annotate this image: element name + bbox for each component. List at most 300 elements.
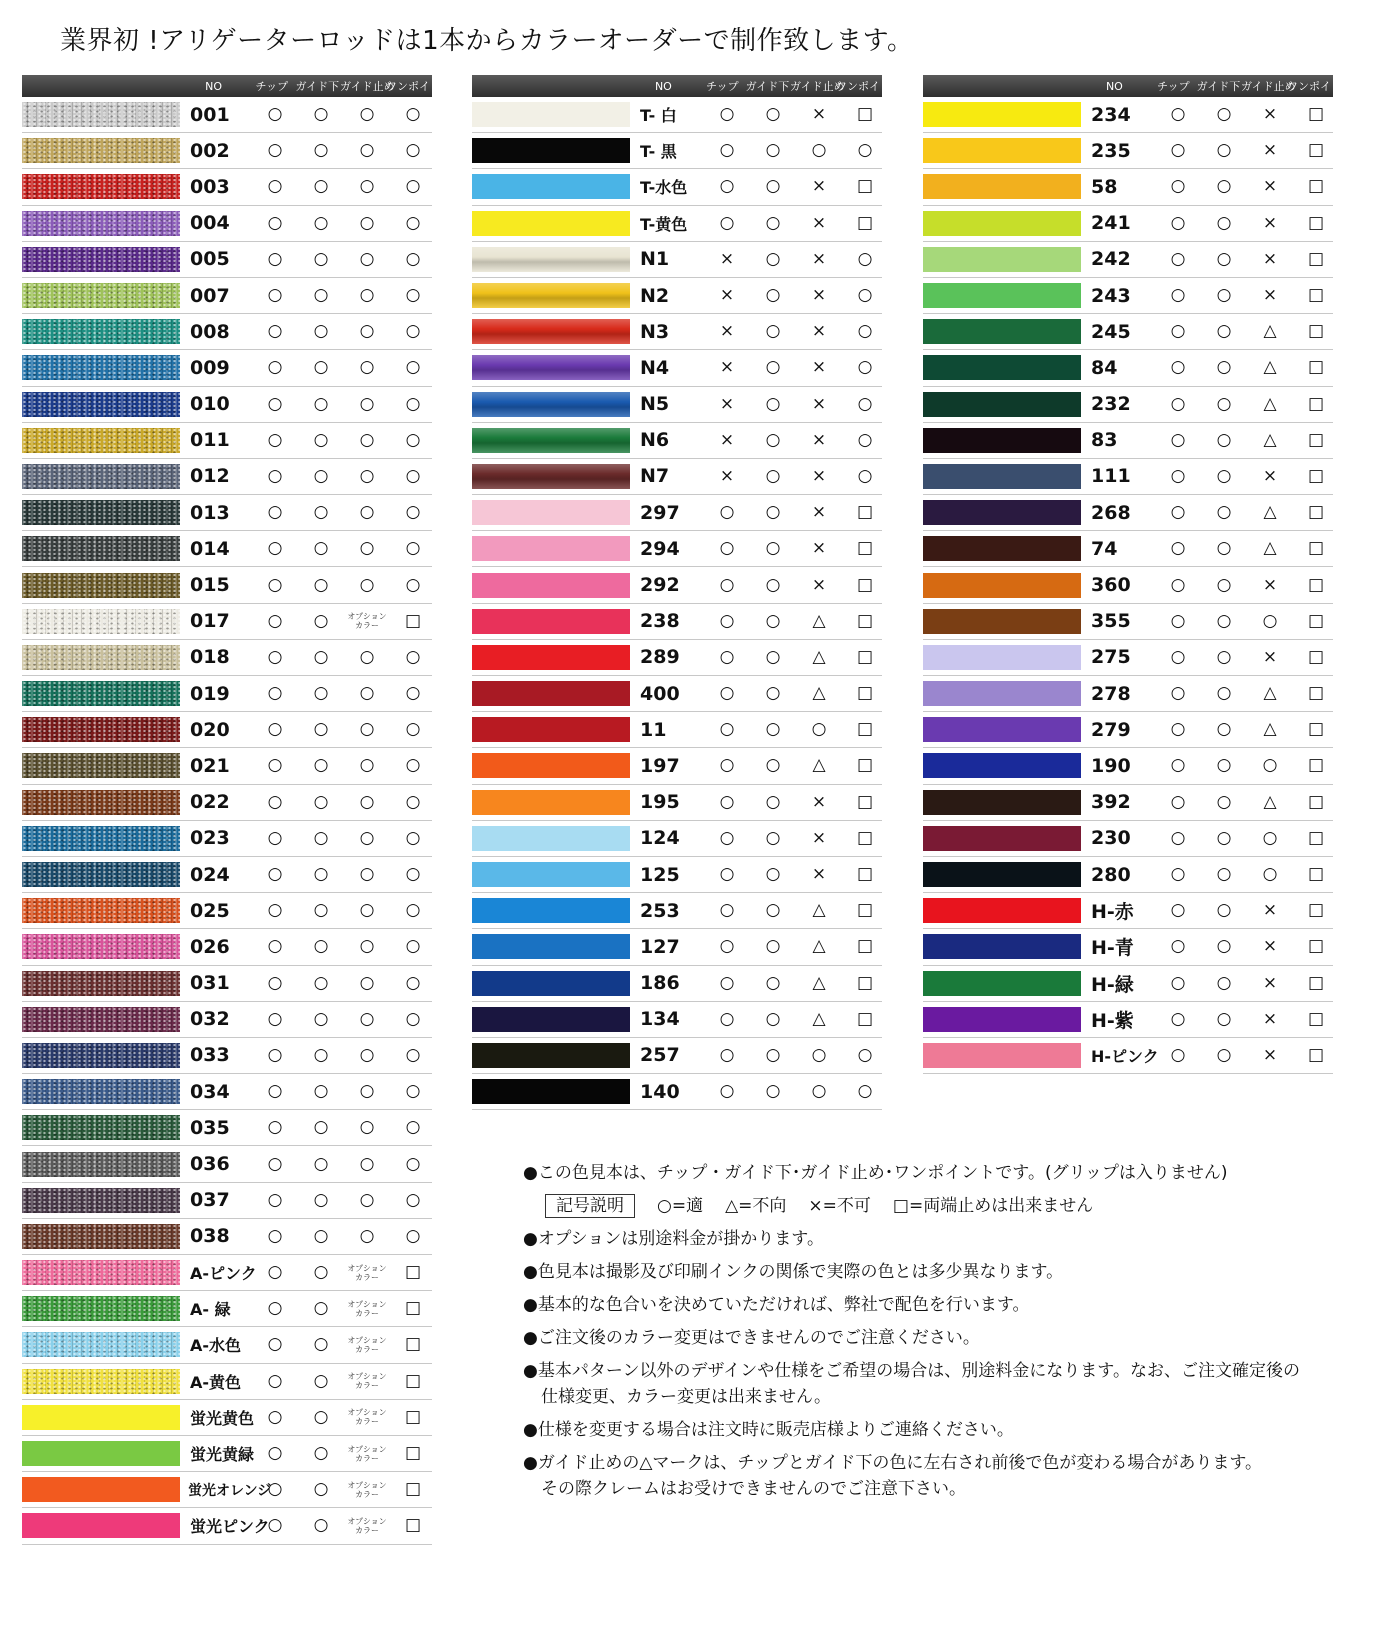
one-point-mark: □ bbox=[404, 610, 422, 631]
guide-stop-mark: △ bbox=[812, 936, 826, 957]
guide-stop-mark: × bbox=[1262, 285, 1278, 306]
guide-under-mark: ○ bbox=[313, 1334, 329, 1355]
color-row bbox=[472, 531, 882, 567]
color-number: 275 bbox=[1091, 646, 1131, 669]
color-row bbox=[472, 748, 882, 784]
color-row bbox=[22, 1219, 432, 1255]
guide-stop-mark bbox=[344, 1517, 390, 1535]
color-number: 279 bbox=[1091, 718, 1131, 741]
guide-stop-mark: ○ bbox=[359, 1044, 375, 1065]
guide-under-mark: ○ bbox=[1216, 610, 1232, 631]
color-column-2 bbox=[472, 75, 902, 1110]
color-swatch bbox=[923, 283, 1081, 308]
color-number: 020 bbox=[190, 718, 230, 741]
tip-mark: ○ bbox=[267, 610, 283, 631]
color-swatch bbox=[923, 1043, 1081, 1068]
color-number: N4 bbox=[640, 356, 670, 379]
guide-stop-mark: × bbox=[811, 827, 827, 848]
color-number: 025 bbox=[190, 899, 230, 922]
legend-item-no-both-ends: □=両端止めは出来ません bbox=[892, 1196, 1094, 1216]
tip-mark: ○ bbox=[1170, 176, 1186, 197]
color-swatch bbox=[923, 790, 1081, 815]
tip-mark: ○ bbox=[267, 755, 283, 776]
color-swatch bbox=[923, 934, 1081, 959]
guide-stop-mark: × bbox=[811, 502, 827, 523]
tip-mark: ○ bbox=[719, 755, 735, 776]
color-swatch bbox=[923, 826, 1081, 851]
color-swatch bbox=[22, 609, 180, 634]
color-number: 289 bbox=[640, 646, 680, 669]
color-number: 230 bbox=[1091, 827, 1131, 850]
guide-under-mark: ○ bbox=[765, 610, 781, 631]
one-point-mark: ○ bbox=[405, 864, 421, 885]
one-point-mark: ○ bbox=[857, 393, 873, 414]
color-number: 190 bbox=[1091, 754, 1131, 777]
guide-under-mark: ○ bbox=[765, 791, 781, 812]
guide-under-mark: ○ bbox=[765, 1044, 781, 1065]
tip-mark: ○ bbox=[267, 1334, 283, 1355]
color-swatch bbox=[923, 138, 1081, 163]
one-point-mark: □ bbox=[404, 1406, 422, 1427]
color-number: 蛍光黄色 bbox=[190, 1408, 255, 1428]
tip-mark: ○ bbox=[267, 1117, 283, 1138]
color-row bbox=[923, 604, 1333, 640]
color-number: N7 bbox=[640, 465, 670, 488]
color-swatch bbox=[472, 573, 630, 598]
color-row bbox=[923, 495, 1333, 531]
guide-under-mark: ○ bbox=[1216, 936, 1232, 957]
color-swatch bbox=[22, 1115, 180, 1140]
guide-under-mark: ○ bbox=[313, 429, 329, 450]
color-number: 005 bbox=[190, 248, 230, 271]
guide-under-mark: ○ bbox=[1216, 321, 1232, 342]
tip-mark: ○ bbox=[1170, 212, 1186, 233]
tip-mark: ○ bbox=[1170, 719, 1186, 740]
color-row bbox=[923, 966, 1333, 1002]
guide-stop-mark: ○ bbox=[359, 972, 375, 993]
guide-stop-mark: × bbox=[811, 285, 827, 306]
color-row bbox=[472, 676, 882, 712]
guide-under-mark: ○ bbox=[313, 1117, 329, 1138]
color-row bbox=[472, 1038, 882, 1074]
color-number: T- 黒 bbox=[640, 142, 677, 162]
color-row bbox=[472, 929, 882, 965]
one-point-mark: ○ bbox=[405, 1044, 421, 1065]
guide-under-mark: ○ bbox=[313, 140, 329, 161]
color-row bbox=[472, 423, 882, 459]
color-swatch bbox=[22, 1260, 180, 1285]
color-number: 021 bbox=[190, 754, 230, 777]
one-point-mark: □ bbox=[404, 1334, 422, 1355]
one-point-mark: ○ bbox=[405, 321, 421, 342]
one-point-mark: □ bbox=[404, 1370, 422, 1391]
one-point-mark: □ bbox=[1307, 719, 1325, 740]
tip-mark: ○ bbox=[267, 429, 283, 450]
tip-mark: ○ bbox=[719, 176, 735, 197]
tip-mark: ○ bbox=[267, 1081, 283, 1102]
tip-mark: ○ bbox=[1170, 357, 1186, 378]
tip-mark: ○ bbox=[1170, 248, 1186, 269]
one-point-mark: □ bbox=[1307, 827, 1325, 848]
color-swatch bbox=[472, 283, 630, 308]
tip-mark: × bbox=[719, 248, 735, 269]
tip-mark: ○ bbox=[1170, 104, 1186, 125]
tip-mark: ○ bbox=[267, 538, 283, 559]
color-row bbox=[472, 821, 882, 857]
one-point-mark: ○ bbox=[405, 683, 421, 704]
guide-stop-mark bbox=[344, 1300, 390, 1318]
guide-stop-mark: × bbox=[811, 538, 827, 559]
color-number: 186 bbox=[640, 972, 680, 995]
guide-under-mark: ○ bbox=[765, 465, 781, 486]
color-row bbox=[472, 350, 882, 386]
color-swatch bbox=[923, 862, 1081, 887]
color-row bbox=[472, 966, 882, 1002]
guide-under-mark: ○ bbox=[1216, 1044, 1232, 1065]
color-swatch bbox=[22, 138, 180, 163]
header-guide-stop: ガイド止め bbox=[789, 80, 845, 93]
color-row bbox=[22, 966, 432, 1002]
option-color-label: カラー bbox=[355, 1489, 379, 1499]
header-tip: チップ bbox=[1156, 80, 1190, 93]
color-number: 蛍光オレンジ bbox=[188, 1482, 272, 1499]
one-point-mark: ○ bbox=[405, 936, 421, 957]
guide-stop-mark: △ bbox=[812, 900, 826, 921]
option-color-label: カラー bbox=[355, 621, 379, 631]
color-number: 292 bbox=[640, 574, 680, 597]
one-point-mark: □ bbox=[1307, 502, 1325, 523]
guide-under-mark: ○ bbox=[1216, 285, 1232, 306]
one-point-mark: □ bbox=[1307, 393, 1325, 414]
guide-stop-mark: ○ bbox=[359, 357, 375, 378]
color-row bbox=[22, 242, 432, 278]
one-point-mark: □ bbox=[1307, 683, 1325, 704]
one-point-mark: □ bbox=[856, 104, 874, 125]
color-swatch bbox=[923, 102, 1081, 127]
tip-mark: ○ bbox=[267, 465, 283, 486]
color-row bbox=[22, 1327, 432, 1363]
guide-stop-mark: × bbox=[1262, 936, 1278, 957]
color-swatch bbox=[22, 247, 180, 272]
guide-stop-mark: △ bbox=[1263, 429, 1277, 450]
color-number: 125 bbox=[640, 863, 680, 886]
one-point-mark: ○ bbox=[405, 176, 421, 197]
tip-mark: ○ bbox=[1170, 610, 1186, 631]
color-row bbox=[923, 857, 1333, 893]
tip-mark: ○ bbox=[267, 1515, 283, 1536]
option-label: オプション bbox=[347, 612, 387, 622]
one-point-mark: ○ bbox=[405, 1189, 421, 1210]
guide-stop-mark: × bbox=[1262, 248, 1278, 269]
guide-stop-mark: △ bbox=[812, 646, 826, 667]
one-point-mark: ○ bbox=[405, 357, 421, 378]
color-row bbox=[472, 278, 882, 314]
option-color-label: カラー bbox=[355, 1344, 379, 1354]
tip-mark: ○ bbox=[267, 972, 283, 993]
color-row bbox=[472, 640, 882, 676]
color-number: 11 bbox=[640, 718, 667, 741]
color-row bbox=[22, 1255, 432, 1291]
tip-mark: ○ bbox=[1170, 285, 1186, 306]
tip-mark: ○ bbox=[719, 574, 735, 595]
one-point-mark: □ bbox=[1307, 429, 1325, 450]
guide-under-mark: ○ bbox=[313, 465, 329, 486]
note-triangle-mark-line1: ●ガイド止めの△マークは、チップとガイド下の色に左右され前後で色が変わる場合があります。 bbox=[523, 1453, 1263, 1473]
header-tip: チップ bbox=[705, 80, 739, 93]
header-guide-under: ガイド下 bbox=[295, 80, 340, 93]
one-point-mark: □ bbox=[1307, 465, 1325, 486]
color-swatch bbox=[22, 1079, 180, 1104]
note-triangle-mark-line2: その際クレームはお受けできませんのでご注意下さい。 bbox=[541, 1479, 966, 1499]
tip-mark: ○ bbox=[719, 1081, 735, 1102]
color-number: 蛍光ピンク bbox=[190, 1517, 270, 1537]
color-swatch bbox=[472, 717, 630, 742]
guide-under-mark: ○ bbox=[1216, 104, 1232, 125]
guide-under-mark: ○ bbox=[313, 393, 329, 414]
tip-mark: ○ bbox=[267, 1153, 283, 1174]
color-row bbox=[22, 1291, 432, 1327]
color-swatch bbox=[22, 1477, 180, 1502]
color-number: T-黄色 bbox=[640, 214, 688, 234]
guide-stop-mark: × bbox=[811, 393, 827, 414]
tip-mark: ○ bbox=[267, 719, 283, 740]
tip-mark: × bbox=[719, 393, 735, 414]
guide-stop-mark: △ bbox=[1263, 719, 1277, 740]
tip-mark: ○ bbox=[1170, 429, 1186, 450]
guide-stop-mark: ○ bbox=[1262, 755, 1278, 776]
one-point-mark: □ bbox=[404, 1443, 422, 1464]
color-row bbox=[472, 459, 882, 495]
tip-mark: × bbox=[719, 285, 735, 306]
one-point-mark: □ bbox=[1307, 972, 1325, 993]
color-swatch bbox=[472, 536, 630, 561]
one-point-mark: ○ bbox=[405, 393, 421, 414]
guide-stop-mark: × bbox=[811, 248, 827, 269]
guide-stop-mark: × bbox=[811, 321, 827, 342]
color-number: 124 bbox=[640, 827, 680, 850]
guide-stop-mark: △ bbox=[812, 683, 826, 704]
tip-mark: ○ bbox=[719, 502, 735, 523]
tip-mark: ○ bbox=[1170, 683, 1186, 704]
color-row bbox=[22, 821, 432, 857]
color-swatch bbox=[923, 645, 1081, 670]
header-guide-under: ガイド下 bbox=[1196, 80, 1241, 93]
guide-under-mark: ○ bbox=[765, 1081, 781, 1102]
color-row bbox=[22, 929, 432, 965]
color-number: 400 bbox=[640, 682, 680, 705]
tip-mark: ○ bbox=[267, 791, 283, 812]
color-swatch bbox=[22, 211, 180, 236]
color-row bbox=[22, 314, 432, 350]
guide-under-mark: ○ bbox=[765, 972, 781, 993]
tip-mark: ○ bbox=[719, 140, 735, 161]
color-swatch bbox=[22, 1441, 180, 1466]
color-swatch bbox=[472, 862, 630, 887]
color-row bbox=[22, 893, 432, 929]
tip-mark: × bbox=[719, 321, 735, 342]
color-number: 297 bbox=[640, 501, 680, 524]
color-swatch bbox=[22, 681, 180, 706]
guide-under-mark: ○ bbox=[1216, 972, 1232, 993]
color-number: 127 bbox=[640, 935, 680, 958]
one-point-mark: □ bbox=[856, 755, 874, 776]
tip-mark: ○ bbox=[719, 791, 735, 812]
color-row bbox=[472, 133, 882, 169]
guide-stop-mark: × bbox=[811, 429, 827, 450]
guide-stop-mark: × bbox=[811, 864, 827, 885]
color-number: 012 bbox=[190, 465, 230, 488]
one-point-mark: ○ bbox=[405, 719, 421, 740]
color-swatch bbox=[22, 971, 180, 996]
guide-stop-mark: ○ bbox=[359, 1153, 375, 1174]
guide-stop-mark: ○ bbox=[359, 502, 375, 523]
one-point-mark: □ bbox=[1307, 610, 1325, 631]
guide-stop-mark: ○ bbox=[359, 864, 375, 885]
one-point-mark: ○ bbox=[857, 465, 873, 486]
tip-mark: × bbox=[719, 429, 735, 450]
color-row bbox=[472, 242, 882, 278]
guide-stop-mark: ○ bbox=[359, 755, 375, 776]
color-row bbox=[923, 278, 1333, 314]
guide-stop-mark bbox=[344, 1445, 390, 1463]
color-number: 007 bbox=[190, 284, 230, 307]
color-row bbox=[472, 567, 882, 603]
option-label: オプション bbox=[347, 1516, 387, 1526]
color-row bbox=[923, 314, 1333, 350]
guide-stop-mark: × bbox=[1262, 176, 1278, 197]
color-swatch bbox=[923, 971, 1081, 996]
color-number: 003 bbox=[190, 175, 230, 198]
guide-under-mark: ○ bbox=[765, 140, 781, 161]
color-row bbox=[22, 1074, 432, 1110]
color-number: 004 bbox=[190, 212, 230, 235]
guide-stop-mark: × bbox=[1262, 646, 1278, 667]
color-number: T- 白 bbox=[640, 106, 677, 126]
guide-under-mark: ○ bbox=[313, 683, 329, 704]
tip-mark: ○ bbox=[719, 972, 735, 993]
color-swatch bbox=[22, 717, 180, 742]
tip-mark: ○ bbox=[267, 176, 283, 197]
header-guide-under: ガイド下 bbox=[745, 80, 790, 93]
tip-mark: ○ bbox=[267, 683, 283, 704]
tip-mark: ○ bbox=[1170, 1008, 1186, 1029]
one-point-mark: ○ bbox=[405, 429, 421, 450]
color-row bbox=[923, 242, 1333, 278]
color-swatch bbox=[22, 464, 180, 489]
one-point-mark: ○ bbox=[405, 755, 421, 776]
color-row bbox=[923, 712, 1333, 748]
color-swatch bbox=[22, 319, 180, 344]
color-swatch bbox=[472, 645, 630, 670]
note-option-fee: ●オプションは別途料金が掛かります。 bbox=[523, 1229, 824, 1249]
guide-stop-mark: △ bbox=[1263, 791, 1277, 812]
option-label: オプション bbox=[347, 1335, 387, 1345]
color-row bbox=[22, 1472, 432, 1508]
tip-mark: ○ bbox=[719, 683, 735, 704]
color-swatch bbox=[22, 1224, 180, 1249]
color-number: 241 bbox=[1091, 212, 1131, 235]
one-point-mark: □ bbox=[404, 1298, 422, 1319]
tip-mark: ○ bbox=[719, 610, 735, 631]
color-number: 197 bbox=[640, 754, 680, 777]
guide-under-mark: ○ bbox=[313, 610, 329, 631]
header-guide-stop: ガイド止め bbox=[1240, 80, 1296, 93]
note-custom-design-line2: 仕様変更、カラー変更は出来ません。 bbox=[541, 1387, 832, 1407]
tip-mark: ○ bbox=[1170, 864, 1186, 885]
tip-mark: ○ bbox=[719, 1044, 735, 1065]
guide-under-mark: ○ bbox=[765, 248, 781, 269]
color-swatch bbox=[22, 355, 180, 380]
header-no: NO bbox=[205, 79, 223, 93]
guide-stop-mark: △ bbox=[812, 755, 826, 776]
color-row bbox=[22, 495, 432, 531]
color-swatch bbox=[472, 500, 630, 525]
one-point-mark: □ bbox=[856, 972, 874, 993]
tip-mark: ○ bbox=[267, 1262, 283, 1283]
one-point-mark: ○ bbox=[405, 900, 421, 921]
one-point-mark: ○ bbox=[857, 357, 873, 378]
color-swatch bbox=[923, 319, 1081, 344]
color-number: N3 bbox=[640, 320, 670, 343]
tip-mark: ○ bbox=[1170, 393, 1186, 414]
one-point-mark: □ bbox=[856, 936, 874, 957]
color-number: N1 bbox=[640, 248, 670, 271]
one-point-mark: ○ bbox=[405, 248, 421, 269]
guide-under-mark: ○ bbox=[313, 1262, 329, 1283]
color-swatch bbox=[923, 211, 1081, 236]
note-custom-design-line1: ●基本パターン以外のデザインや仕様をご希望の場合は、別途料金になります。なお、ご注文確定後の bbox=[523, 1361, 1300, 1381]
one-point-mark: ○ bbox=[405, 1008, 421, 1029]
color-number: 026 bbox=[190, 935, 230, 958]
guide-stop-mark: ○ bbox=[811, 140, 827, 161]
guide-under-mark: ○ bbox=[313, 755, 329, 776]
tip-mark: ○ bbox=[1170, 574, 1186, 595]
color-number: H-青 bbox=[1091, 937, 1134, 960]
color-number: 232 bbox=[1091, 393, 1131, 416]
color-swatch bbox=[22, 283, 180, 308]
color-number: H-緑 bbox=[1091, 973, 1134, 996]
color-row bbox=[923, 1002, 1333, 1038]
color-number: A-黄色 bbox=[190, 1372, 242, 1392]
guide-under-mark: ○ bbox=[313, 972, 329, 993]
one-point-mark: ○ bbox=[405, 646, 421, 667]
color-row bbox=[923, 929, 1333, 965]
guide-under-mark: ○ bbox=[313, 1081, 329, 1102]
color-swatch bbox=[472, 681, 630, 706]
color-number: A- 緑 bbox=[190, 1300, 231, 1320]
guide-under-mark: ○ bbox=[313, 285, 329, 306]
one-point-mark: □ bbox=[1307, 212, 1325, 233]
color-number: 134 bbox=[640, 1008, 680, 1031]
tip-mark: ○ bbox=[1170, 827, 1186, 848]
color-row bbox=[22, 206, 432, 242]
guide-stop-mark: × bbox=[1262, 104, 1278, 125]
guide-stop-mark: ○ bbox=[359, 429, 375, 450]
guide-stop-mark: ○ bbox=[359, 936, 375, 957]
guide-under-mark: ○ bbox=[313, 646, 329, 667]
color-row bbox=[472, 314, 882, 350]
color-row bbox=[22, 350, 432, 386]
guide-stop-mark: ○ bbox=[1262, 610, 1278, 631]
color-swatch bbox=[923, 247, 1081, 272]
color-row bbox=[22, 1038, 432, 1074]
option-label: オプション bbox=[347, 1299, 387, 1309]
tip-mark: ○ bbox=[267, 827, 283, 848]
color-swatch bbox=[22, 753, 180, 778]
one-point-mark: □ bbox=[1307, 357, 1325, 378]
guide-stop-mark: ○ bbox=[1262, 827, 1278, 848]
color-row bbox=[22, 1183, 432, 1219]
